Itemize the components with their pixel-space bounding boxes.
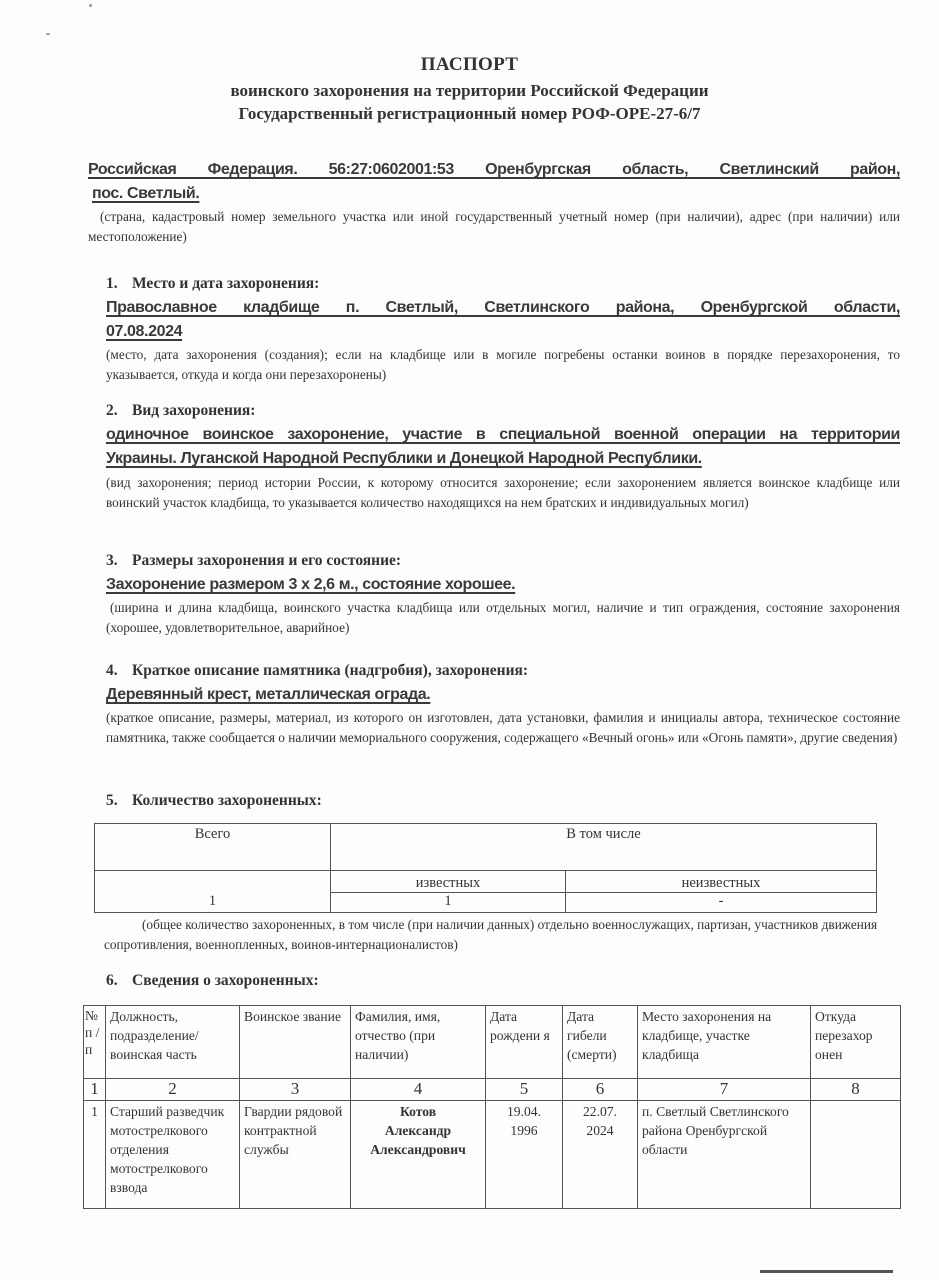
count-unknown-value: - <box>566 893 877 913</box>
row-position: Старший разведчик мотострелкового отделения мотострелкового взвода <box>106 1101 240 1209</box>
row-full-name <box>351 1101 486 1209</box>
registration-number: Государственный регистрационный номер РОФ-ОРЕ-27-6/7 <box>238 104 701 123</box>
col-header-position: Должность, подразделение/ воинская часть <box>106 1006 240 1079</box>
section-4-title: 4. Краткое описание памятника (надгробия), захоронения: <box>106 662 529 679</box>
row-rank: Гвардии рядовой контрактной службы <box>240 1101 351 1209</box>
count-header-known: известных <box>331 871 566 893</box>
buried-persons-table <box>83 1005 901 1209</box>
section-1-value-cont: 07.08.2024 <box>106 323 183 340</box>
row-birth-date <box>486 1101 563 1209</box>
col-number: 4 <box>351 1079 486 1101</box>
col-header-death: Дата гибели (смерти) <box>563 1006 638 1079</box>
section-3-hint: (ширина и длина кладбища, воинского участка кладбища или отдельных могил, наличие и тип ограждения, состояние захоронения (хорошее, удовлетворительное, аварийное) <box>106 600 900 635</box>
section-5-hint: (общее количество захороненных, в том числе (при наличии данных) отдельно военнослужащих, партизан, участников движения сопротивления, военнопленных, воинов-интернационалистов) <box>104 917 878 952</box>
col-number: 2 <box>106 1079 240 1101</box>
col-number: 1 <box>84 1079 106 1101</box>
section-2-value-cont: Украины. Луганской Народной Республики и Донецкой Народной Республики. <box>106 450 702 467</box>
section-3-title: 3. Размеры захоронения и его состояние: <box>106 552 402 569</box>
count-total-value: 1 <box>95 871 331 913</box>
col-header-number: № п / п <box>84 1006 106 1079</box>
count-header-including: В том числе <box>331 824 877 871</box>
scan-edge-line <box>760 1270 893 1273</box>
row-number: 1 <box>84 1101 106 1209</box>
section-2-value: одиночное воинское захоронение, участие в специальной военной операции на территории <box>106 426 900 443</box>
location-value: Российская Федерация. 56:27:0602001:53 Оренбургская область, Светлинский район, <box>88 161 900 178</box>
death-day-month: 22.07. <box>583 1104 617 1119</box>
col-header-place: Место захоронения на кладбище, участке кладбища <box>638 1006 811 1079</box>
section-4-value: Деревянный крест, металлическая ограда. <box>106 686 431 703</box>
col-header-name: Фамилия, имя, отчество (при наличии) <box>351 1006 486 1079</box>
row-burial-place: п. Светлый Светлинского района Оренбургской области <box>638 1101 811 1209</box>
col-header-rank: Воинское звание <box>240 1006 351 1079</box>
col-number: 3 <box>240 1079 351 1101</box>
section-1-hint: (место, дата захоронения (создания); если на кладбище или в могиле погребены останки воинов в порядке перезахоронения, то указывается, откуда и когда они перезахоронены) <box>106 347 900 382</box>
col-number: 8 <box>811 1079 901 1101</box>
location-block <box>88 158 900 247</box>
section-2-title: 2. Вид захоронения: <box>106 402 256 419</box>
count-header-total: Всего <box>95 824 331 871</box>
document-header <box>0 54 939 124</box>
section-5-title: 5. Количество захороненных: <box>106 792 322 809</box>
count-known-value: 1 <box>331 893 566 913</box>
col-number: 7 <box>638 1079 811 1101</box>
last-name: Котов <box>399 1104 437 1119</box>
birth-year: 1996 <box>510 1123 538 1138</box>
section-1-value: Православное кладбище п. Светлый, Светлинского района, Оренбургской области, <box>106 299 900 316</box>
table-header-row <box>84 1006 901 1079</box>
scan-speck <box>46 33 50 35</box>
col-header-reburied: Откуда перезахор онен <box>811 1006 901 1079</box>
section-6-title: 6. Сведения о захороненных: <box>106 972 319 989</box>
row-reburied-from <box>811 1101 901 1209</box>
section-6 <box>106 970 900 992</box>
document-title: ПАСПОРТ <box>420 54 519 75</box>
section-4 <box>106 660 900 748</box>
col-header-birth: Дата рождени я <box>486 1006 563 1079</box>
section-2 <box>106 400 900 513</box>
location-value-cont: пос. Светлый. <box>92 185 200 202</box>
count-header-unknown: неизвестных <box>566 871 877 893</box>
col-number: 6 <box>563 1079 638 1101</box>
column-number-row <box>84 1079 901 1101</box>
section-5 <box>106 790 900 812</box>
death-year: 2024 <box>586 1123 614 1138</box>
section-4-hint: (краткое описание, размеры, материал, из которого он изготовлен, дата установки, фамилия и инициалы автора, техническое состояние памятника, также сообщается о наличии мемориального сооружения, содержащего «Вечный огонь» или «Огонь памяти», другие сведения) <box>106 710 900 745</box>
first-name: Александр <box>384 1123 452 1138</box>
row-death-date <box>563 1101 638 1209</box>
middle-name: Александрович <box>370 1142 466 1157</box>
section-1-title: 1. Место и дата захоронения: <box>106 275 320 292</box>
section-3-value: Захоронение размером 3 х 2,6 м., состояние хорошее. <box>106 576 516 593</box>
scan-speck <box>89 4 92 7</box>
col-number: 5 <box>486 1079 563 1101</box>
document-subtitle: воинского захоронения на территории Российской Федерации <box>230 81 709 100</box>
table-row <box>84 1101 901 1209</box>
section-5-hint-block <box>104 915 900 955</box>
section-1 <box>106 273 900 385</box>
burial-count-table <box>94 823 877 913</box>
location-hint: (страна, кадастровый номер земельного участка или иной государственный учетный номер (при наличии), адрес (при наличии) или местоположение) <box>88 209 900 244</box>
birth-day-month: 19.04. <box>507 1104 541 1119</box>
section-2-hint: (вид захоронения; период истории России, к которому относится захоронение; если захоронением является воинское кладбище или воинский участок кладбища, то указывается количество находящихся на нем братских и индивидуальных могил) <box>106 475 900 510</box>
section-3 <box>106 550 900 638</box>
